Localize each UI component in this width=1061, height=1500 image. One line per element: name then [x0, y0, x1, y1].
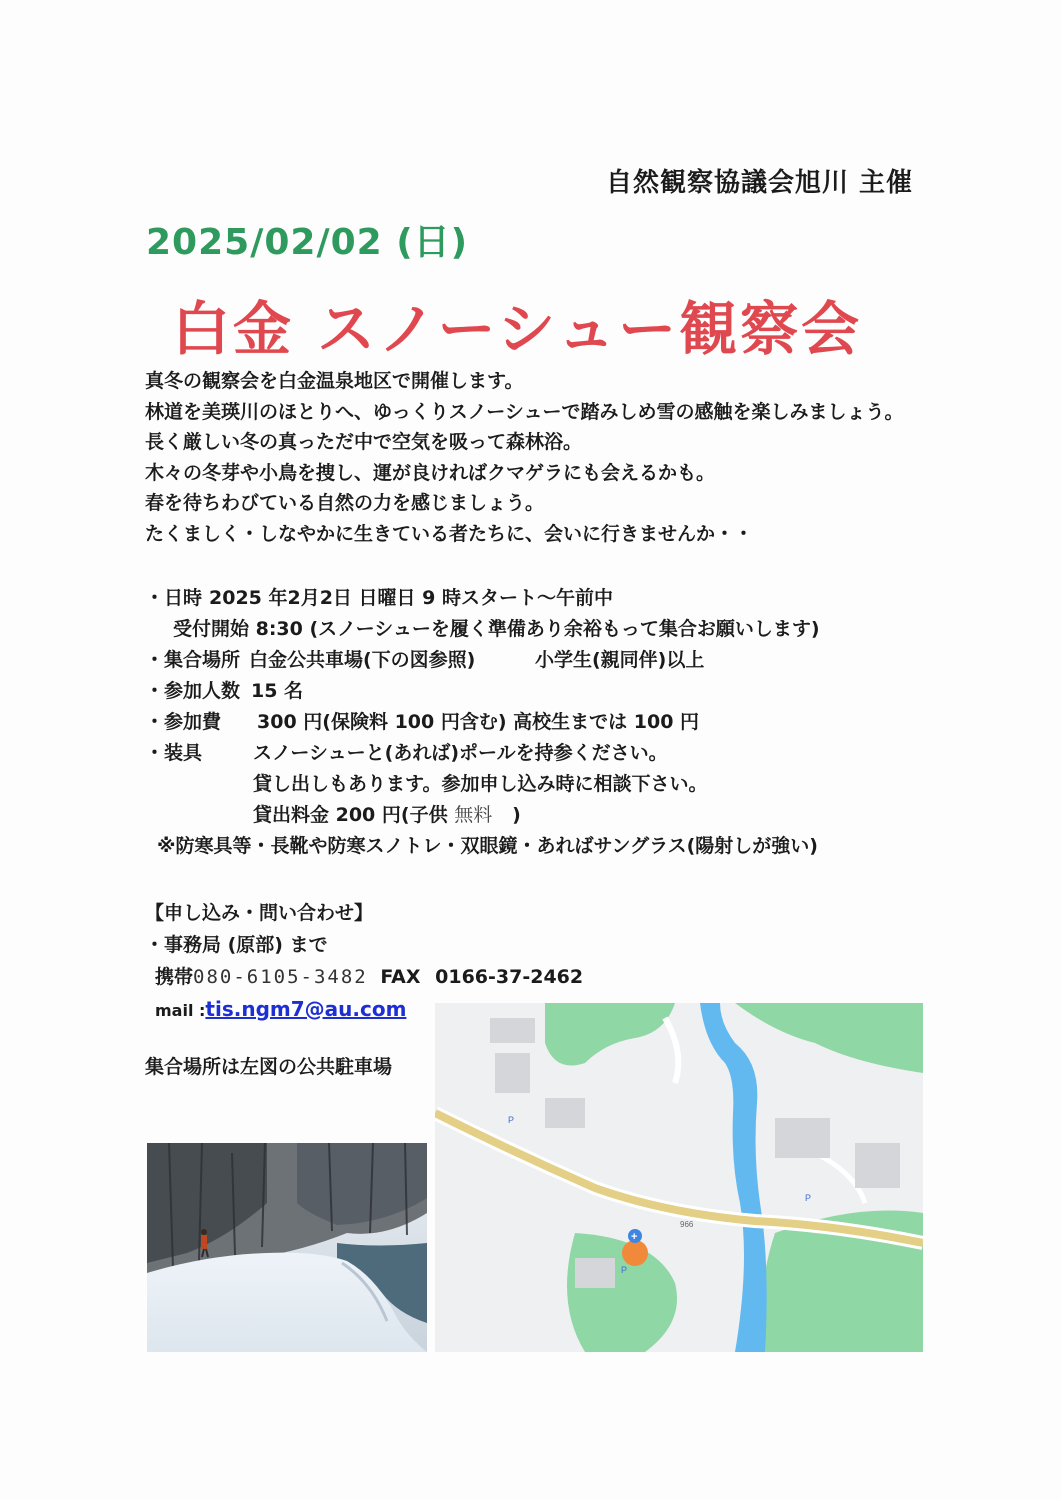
meeting-note: 集合場所は左図の公共駐車場	[145, 1056, 393, 1078]
intro-line: 春を待ちわびている自然の力を感じましょう。	[145, 492, 545, 514]
intro-line: 林道を美瑛川のほとりへ、ゆっくりスノーシューで踏みしめ雪の感触を楽しみましょう。	[145, 400, 904, 423]
intro-line: 長く厳しい冬の真っただ中で空気を吸って森林浴。	[145, 431, 583, 453]
rental-fee-prefix: 貸出料金 200 円(子供	[253, 804, 448, 826]
datetime-value: 2025 年2月2日 日曜日 9 時スタート～午前中	[209, 587, 614, 609]
mobile-number: 080-6105-3482	[193, 966, 368, 988]
intro-line: たくましく・しなやかに生きている者たちに、会いに行きませんか・・	[145, 522, 754, 545]
equipment-line: スノーシューと(あれば)ポールを持参ください。	[253, 742, 668, 764]
intro-line: 木々の冬芽や小鳥を捜し、運が良ければクマゲラにも会えるかも。	[145, 461, 716, 484]
rental-fee-suffix: )	[512, 804, 521, 826]
map-parking-label: P	[621, 1265, 628, 1275]
participants-label: ・参加人数	[145, 680, 241, 702]
mobile-label: 携帯	[155, 966, 194, 988]
rental-fee	[253, 800, 521, 831]
intro-paragraph	[145, 366, 903, 549]
datetime-label: ・日時	[145, 587, 203, 609]
eligibility: 小学生(親同伴)以上	[535, 649, 705, 671]
participants-value: 15 名	[251, 680, 304, 702]
rental-free-text: 無料	[454, 804, 493, 826]
intro-line: 真冬の観察会を白金温泉地区で開催します。	[145, 370, 524, 392]
event-date: 2025/02/02 (日)	[146, 222, 469, 263]
contact-office: ・事務局 (原部) まで	[145, 934, 328, 956]
meeting-label: ・集合場所	[145, 649, 241, 671]
meeting-place-marker	[622, 1240, 648, 1266]
meeting-area-map	[435, 1003, 923, 1352]
equipment-note: ※防寒具等・長靴や防寒スノトレ・双眼鏡・あればサングラス(陽射しが強い)	[157, 835, 818, 857]
equipment-label: ・装具	[145, 742, 203, 764]
fee-label: ・参加費	[145, 711, 222, 733]
fax-label: FAX	[380, 966, 421, 988]
contact-heading: 【申し込み・問い合わせ】	[145, 902, 374, 924]
snow-forest-photo	[147, 1143, 427, 1352]
mail-address-link[interactable]: tis.ngm7@au.com	[205, 997, 407, 1021]
mail-label: mail :	[155, 1001, 206, 1020]
equipment-line: 貸し出しもあります。参加申し込み時に相談下さい。	[253, 773, 708, 795]
meeting-place: 白金公共車場(下の図参照)	[249, 649, 476, 671]
reception-time: 受付開始 8:30 (スノーシューを履く準備あり余裕もって集合お願いします)	[173, 618, 820, 640]
fax-number: 0166-37-2462	[435, 966, 584, 988]
contact-phone-row	[145, 961, 583, 993]
event-title: 白金 スノーシュー観察会	[172, 295, 863, 363]
location-pin-symbol: +	[631, 1231, 638, 1243]
map-route-label: 966	[680, 1220, 694, 1229]
organizer-credit: 自然観察協議会旭川 主催	[606, 168, 914, 198]
fee-value: 300 円(保険料 100 円含む) 高校生までは 100 円	[257, 711, 700, 733]
map-parking-label: P	[805, 1193, 812, 1203]
map-parking-label: P	[508, 1115, 515, 1125]
